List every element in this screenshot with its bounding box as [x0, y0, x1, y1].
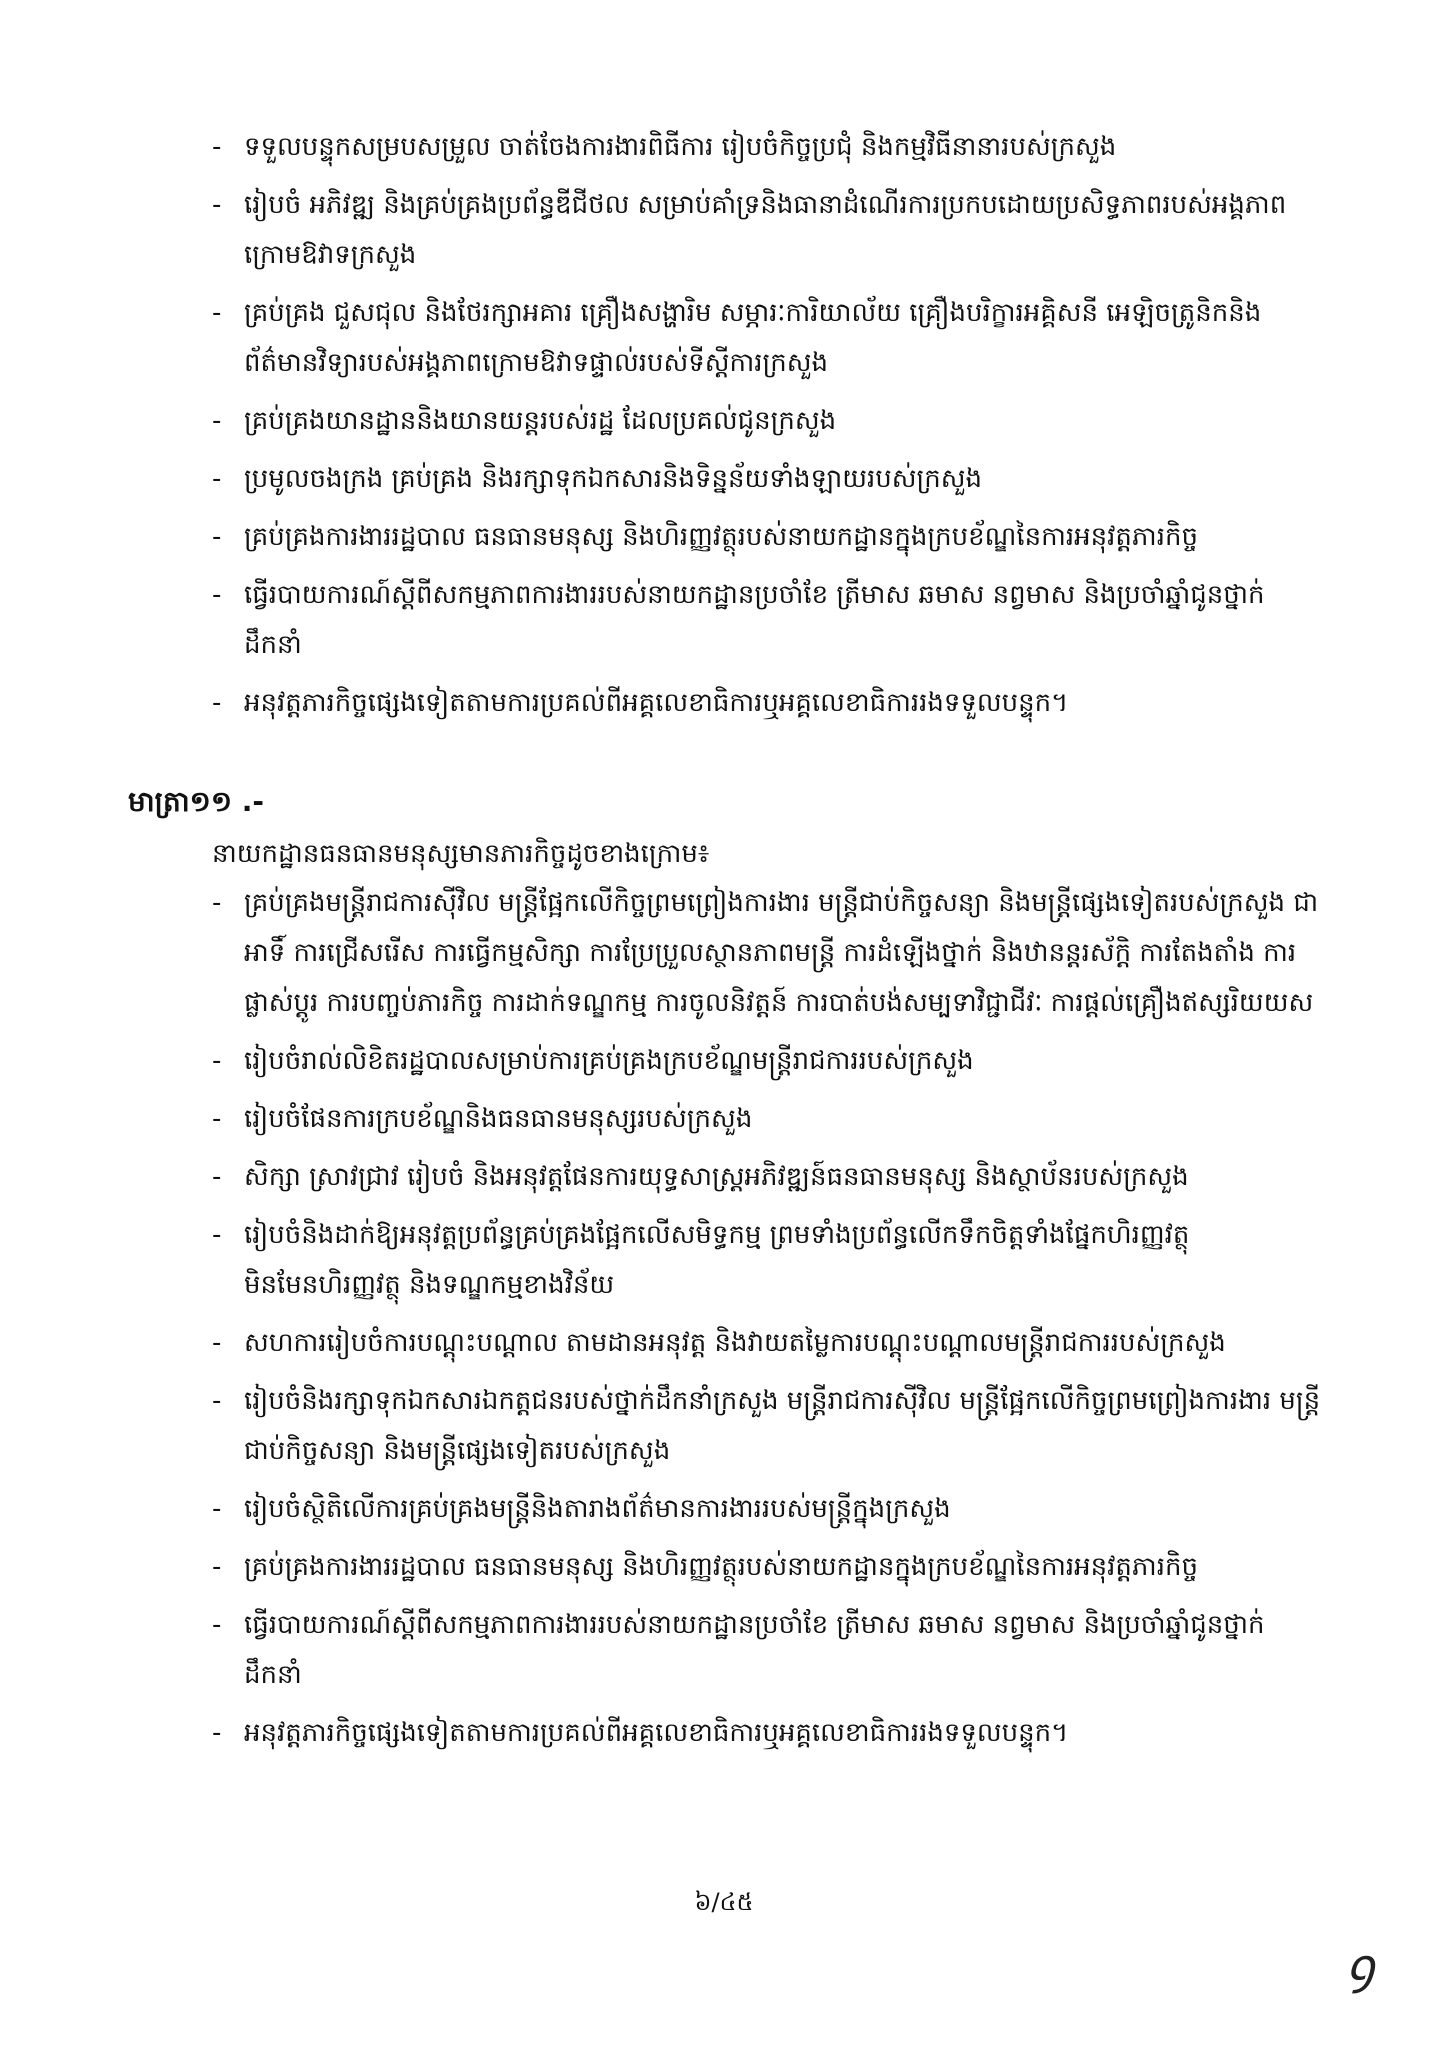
list-item: - រៀបចំស្ថិតិលើការគ្រប់គ្រងមន្ត្រីនិងតារាងព័ត៌មានការងាររបស់មន្ត្រីក្នុងក្រសួង	[212, 1484, 1322, 1534]
list-item: - គ្រប់គ្រងយានដ្ឋាននិងយានយន្តរបស់រដ្ឋ ដែលប្រគល់ជូនក្រសួង	[212, 396, 1322, 446]
article-intro: នាយកដ្ឋានធនធានមនុស្សមានភារកិច្ចដូចខាងក្រោម៖	[212, 839, 710, 869]
list-item: - អនុវត្តភារកិច្ចផ្សេងទៀតតាមការប្រគល់ពីអគ្គលេខាធិការឬអគ្គលេខាធិការរងទទួលបន្ទុក។	[212, 678, 1322, 728]
page-number: ៦/៤៥	[694, 1888, 754, 1916]
list-item: - រៀបចំ អភិវឌ្ឍ និងគ្រប់គ្រងប្រព័ន្ធឌីជីថល សម្រាប់គាំទ្រនិងធានាដំណើរការប្រកបដោយប្រសិទ្ធភាពរបស់អង្គភាពក្រោមឱវាទក្រសួង	[212, 180, 1322, 280]
list-item: - សហការរៀបចំការបណ្ដុះបណ្ដាល តាមដានអនុវត្ត និងវាយតម្លៃការបណ្ដុះបណ្ដាលមន្ត្រីរាជការរបស់ក្រសួង	[212, 1318, 1322, 1368]
list-item: - គ្រប់គ្រងការងាររដ្ឋបាល ធនធានមនុស្ស និងហិរញ្ញវត្ថុរបស់នាយកដ្ឋានក្នុងក្របខ័ណ្ឌនៃការអនុវត្តភារកិច្ច	[212, 1542, 1322, 1592]
list-item: - រៀបចំផែនការក្របខ័ណ្ឌនិងធនធានមនុស្សរបស់ក្រសួង	[212, 1094, 1322, 1144]
article-heading: មាត្រា១១ .-	[128, 785, 265, 818]
list-item: - ធ្វើរបាយការណ៍ស្ដីពីសកម្មភាពការងាររបស់នាយកដ្ឋានប្រចាំខែ ត្រីមាស ឆមាស នព្វមាស និងប្រចាំឆ្នាំជូនថ្នាក់ដឹកនាំ	[212, 1600, 1322, 1700]
list-item: - គ្រប់គ្រងការងាររដ្ឋបាល ធនធានមនុស្ស និងហិរញ្ញវត្ថុរបស់នាយកដ្ឋានក្នុងក្របខ័ណ្ឌនៃការអនុវត្តភារកិច្ច	[212, 512, 1322, 562]
handwritten-initial-mark: ꝯ	[1346, 1938, 1375, 1994]
list-item: - ទទួលបន្ទុកសម្របសម្រួល ចាត់ចែងការងារពិធីការ រៀបចំកិច្ចប្រជុំ និងកម្មវិធីនានារបស់ក្រសួង	[212, 122, 1322, 172]
duties-list-section-11	[212, 878, 1322, 1766]
list-item: - អនុវត្តភារកិច្ចផ្សេងទៀតតាមការប្រគល់ពីអគ្គលេខាធិការឬអគ្គលេខាធិការរងទទួលបន្ទុក។	[212, 1708, 1322, 1758]
list-item: - រៀបចំនិងដាក់ឱ្យអនុវត្តប្រព័ន្ធគ្រប់គ្រងផ្អែកលើសមិទ្ធកម្ម ព្រមទាំងប្រព័ន្ធលើកទឹកចិត្តទាំងផ្នែកហិរញ្ញវត្ថុ មិនមែនហិរញ្ញវត្ថុ និងទណ្ឌកម្មខាងវិន័យ	[212, 1210, 1322, 1310]
duties-list-section-10	[212, 122, 1322, 736]
list-item: - រៀបចំរាល់លិខិតរដ្ឋបាលសម្រាប់ការគ្រប់គ្រងក្របខ័ណ្ឌមន្ត្រីរាជការរបស់ក្រសួង	[212, 1036, 1322, 1086]
list-item: - ប្រមូលចងក្រង គ្រប់គ្រង និងរក្សាទុកឯកសារនិងទិន្នន័យទាំងឡាយរបស់ក្រសួង	[212, 454, 1322, 504]
list-item: - គ្រប់គ្រងមន្ត្រីរាជការស៊ីវិល មន្ត្រីផ្អែកលើកិច្ចព្រមព្រៀងការងារ មន្ត្រីជាប់កិច្ចសន្យា និងមន្ត្រីផ្សេងទៀតរបស់ក្រសួង ជាអាទិ៍ ការជ្រើសរើស ការធ្វើកម្មសិក្សា ការប្រែប្រួលស្ថានភាពមន្ត្រី ការដំឡើងថ្នាក់ និងឋានន្តរស័ក្តិ ការតែងតាំង ការផ្លាស់ប្ដូរ ការបញ្ចប់ភារកិច្ច ការដាក់ទណ្ឌកម្ម ការចូលនិវត្តន៍ ការបាត់បង់សម្បទាវិជ្ជាជីវៈ ការផ្ដល់គ្រឿងឥស្សរិយយស	[212, 878, 1322, 1028]
list-item: - ធ្វើរបាយការណ៍ស្ដីពីសកម្មភាពការងាររបស់នាយកដ្ឋានប្រចាំខែ ត្រីមាស ឆមាស នព្វមាស និងប្រចាំឆ្នាំជូនថ្នាក់ដឹកនាំ	[212, 570, 1322, 670]
list-item: - សិក្សា ស្រាវជ្រាវ រៀបចំ និងអនុវត្តផែនការយុទ្ធសាស្ត្រអភិវឌ្ឍន៍ធនធានមនុស្ស និងស្ថាប័នរបស់ក្រសួង	[212, 1152, 1322, 1202]
list-item: - គ្រប់គ្រង ជួសជុល និងថែរក្សាអគារ គ្រឿងសង្ហារិម សម្ភារៈការិយាល័យ គ្រឿងបរិក្ខារអគ្គិសនី អេឡិចត្រូនិកនិងព័ត៌មានវិទ្យារបស់អង្គភាពក្រោមឱវាទផ្ទាល់របស់ទីស្ដីការក្រសួង	[212, 288, 1322, 388]
list-item: - រៀបចំនិងរក្សាទុកឯកសារឯកត្តជនរបស់ថ្នាក់ដឹកនាំក្រសួង មន្ត្រីរាជការស៊ីវិល មន្ត្រីផ្អែកលើកិច្ចព្រមព្រៀងការងារ មន្ត្រីជាប់កិច្ចសន្យា និងមន្ត្រីផ្សេងទៀតរបស់ក្រសួង	[212, 1376, 1322, 1476]
